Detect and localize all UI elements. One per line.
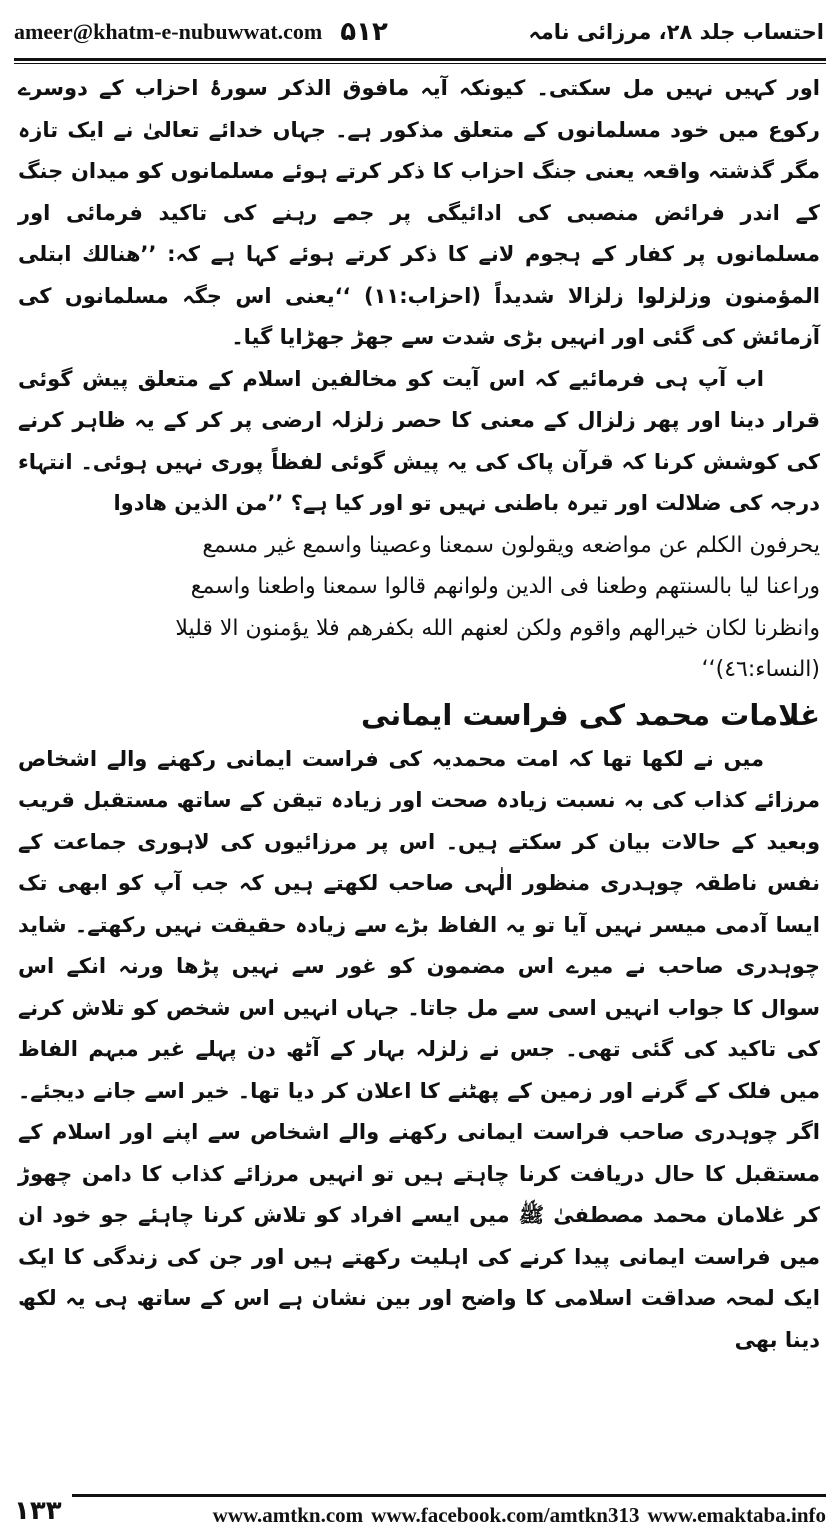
- page-footer: [14, 1488, 826, 1534]
- header-book-title: احتساب جلد ۲۸، مرزائی نامہ: [528, 20, 824, 44]
- header-page-number: ۵۱۲: [340, 17, 388, 47]
- header-rule-thin: [14, 63, 826, 64]
- header-left: [14, 17, 388, 47]
- footer-right: [72, 1494, 826, 1528]
- quran-quote-line-1: یحرفون الکلم عن مواضعه ویقولون سمعنا وعصینا واسمع غیر مسمع: [202, 532, 820, 558]
- header-email[interactable]: ameer@khatm-e-nubuwwat.com: [14, 19, 323, 44]
- quran-quote-reference: (النساء:٤٦)‘‘: [701, 657, 820, 682]
- quran-quote-line-2: وراعنا لیا بالسنتهم وطعنا فی الدین ولوانهم قالوا سمعنا واطعنا واسمع: [190, 574, 820, 599]
- footer-link-facebook[interactable]: www.facebook.com/amtkn313: [371, 1503, 640, 1527]
- body-text: [18, 68, 820, 1361]
- footer-rule: [72, 1494, 826, 1497]
- section-heading: غلامات محمد کی فراست ایمانی: [360, 697, 820, 732]
- paragraph-3: میں نے لکھا تھا کہ امت محمدیہ کی فراست ایمانی رکھنے والے اشخاص مرزائے کذاب کی بہ نسبت زیادہ صحت اور زیادہ تیقن کے ساتھ مستقبل قریب وبعید کے حالات بیان کر سکتے ہیں۔ اس پر مرزائیوں کی لاہوری جماعت کے نفس ناطقہ چوہدری منظور الٰہی صاحب لکھتے ہیں کہ جب آپ کو ابھی تک ایسا آدمی میسر نہیں آیا تو یہ الفاظ بڑے سے زیادہ حقیقت نہیں رکھتے۔ شاید چوہدری صاحب نے میرے اس مضمون کو غور سے نہیں پڑھا ورنہ انکے اس سوال کا جواب انہیں اسی سے مل جاتا۔ جہاں انہیں اس شخص کو تلاش کرنے کی تاکید کی گئی تھی۔ جس نے زلزلہ بہار کے آٹھ دن پہلے غیر مبہم الفاظ میں فلک کے گرنے اور زمین کے پھٹنے کا اعلان کر دیا تھا۔ خیر اسے جانے دیجئے۔ اگر چوہدری صاحب فراست ایمانی رکھنے والے اشخاص سے اپنے اور اسلام کے مستقبل کا حال دریافت کرنا چاہتے ہیں تو انہیں مرزائے کذاب کا دامن چھوڑ کر غلامان محمد مصطفیٰ ﷺ میں ایسے افراد کو تلاش کرنا چاہئے جو خود ان میں فراست ایمانی پیدا کرنے کی اہلیت رکھتے ہیں اور جن کی زندگی کا ایک ایک لمحہ صداقت اسلامی کا واضح اور بین نشان ہے اس کے ساتھ ہی یہ لکھ دینا بھی: [18, 746, 820, 1352]
- footer-links: [72, 1503, 826, 1528]
- footer-page-number: ۱۳۳: [14, 1496, 62, 1526]
- paragraph-2: اب آپ ہی فرمائیے کہ اس آیت کو مخالفین اسلام کے متعلق پیش گوئی قرار دینا اور پھر زلزال کے معنی کا حصر زلزلہ ارضی پر کر کے یہ ظاہر کرنے کی کوشش کرنا کہ قرآن پاک کی یہ پیش گوئی لفظاً پوری نہیں ہوئی۔ انتہاء درجہ کی ضلالت اور تیرہ باطنی نہیں تو اور کیا ہے؟ ’’من الذین ھادوا: [18, 366, 820, 515]
- header-rule: [14, 58, 826, 61]
- footer-link-amtkn[interactable]: www.amtkn.com: [212, 1503, 364, 1527]
- quran-quote-line-3: وانظرنا لکان خیرالهم واقوم ولکن لعنهم الله بکفرهم فلا یؤمنون الا قلیلا: [175, 615, 820, 641]
- page-header: [14, 10, 824, 54]
- paragraph-1: اور کہیں نہیں مل سکتی۔ کیونکہ آیہ مافوق الذکر سورۂ احزاب کے دوسرے رکوع میں خود مسلمانوں کے متعلق مذکور ہے۔ جہاں خدائے تعالیٰ نے ایک تازہ مگر گذشتہ واقعہ یعنی جنگ احزاب کا ذکر کرتے ہوئے مسلمانوں کو میدان جنگ کے اندر فرائض منصبی کی ادائیگی پر جمے رہنے کی تاکید فرمائی اور مسلمانوں پر کفار کے ہجوم لانے کا ذکر کرتے ہوئے کہا ہے کہ: ’’ھنالك ابتلی المؤمنون وزلزلوا زلزالا شدیداً (احزاب:۱۱) ‘‘یعنی اس جگہ مسلمانوں کی آزمائش کی گئی اور انہیں بڑی شدت سے جھڑ جھڑایا گیا۔: [18, 76, 821, 349]
- footer-link-emaktaba[interactable]: www.emaktaba.info: [647, 1503, 826, 1527]
